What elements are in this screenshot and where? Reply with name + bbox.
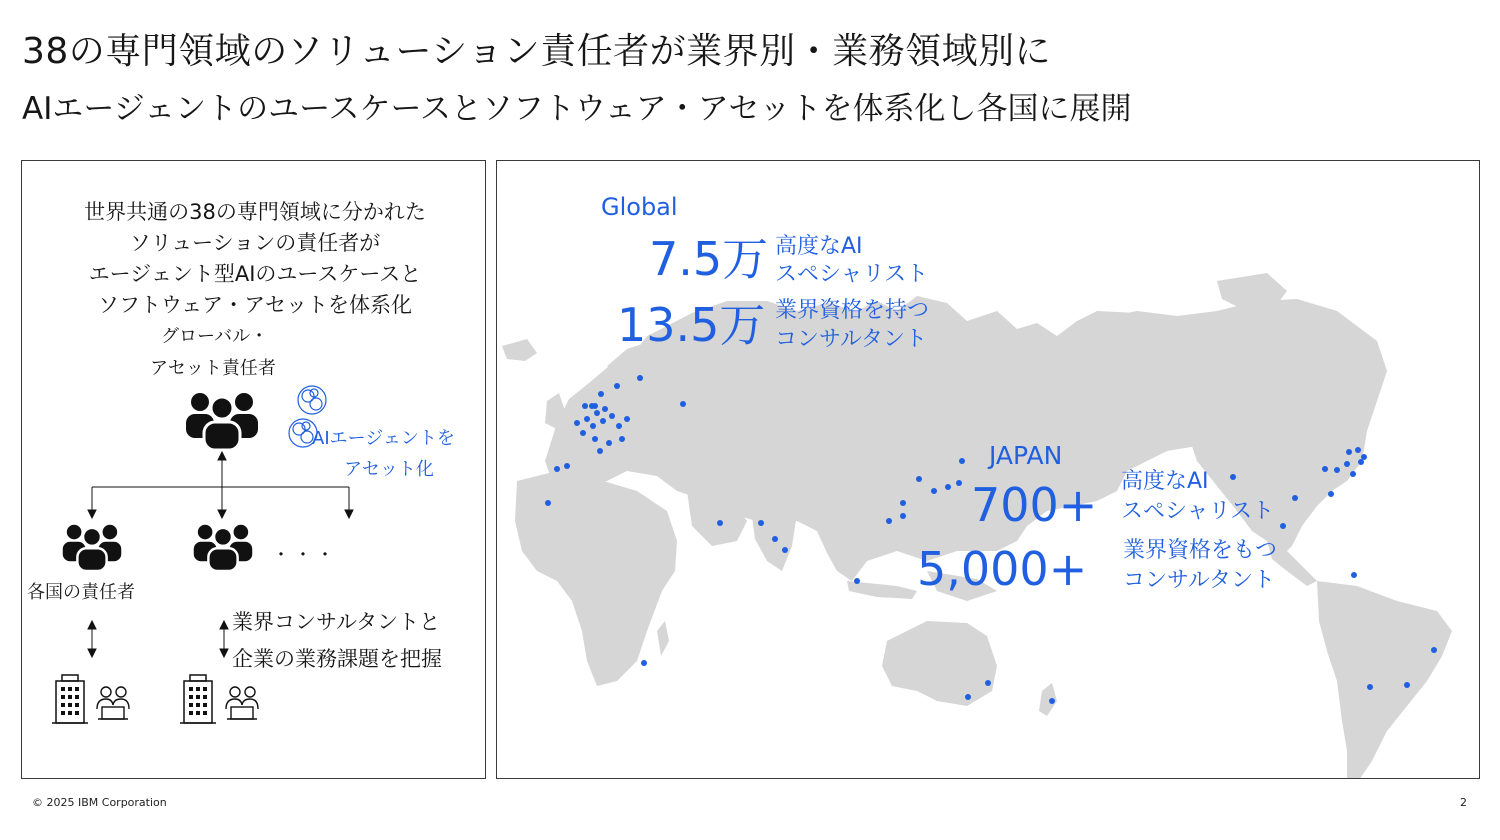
global-ai-value: 7.5万 (649, 232, 769, 286)
world-map-panel (496, 160, 1480, 779)
global-consultant-value: 13.5万 (617, 298, 766, 352)
meeting-icon (223, 685, 261, 723)
ai-agent-label-line1: AIエージェントを (312, 428, 455, 449)
meeting-icon (94, 685, 132, 723)
japan-consultant-value: 5,000+ (917, 542, 1088, 596)
global-owner-label-line2: アセット責任者 (150, 358, 276, 379)
people-group-icon (190, 519, 256, 571)
organization-panel (21, 160, 486, 779)
slide-title-line2: AIエージェントのユースケースとソフトウェア・アセットを体系化し各国に展開 (22, 91, 1132, 127)
description-line: 世界共通の38の専門領域に分かれた (84, 200, 426, 224)
ellipsis: ・・・ (272, 545, 338, 566)
japan-ai-label-line2: スペシャリスト (1121, 499, 1275, 524)
global-consultant-label-line1: 業界資格を持つ (775, 298, 930, 323)
slide-title-line1: 38の専門領域のソリューション責任者が業界別・業務領域別に (22, 31, 1052, 72)
page-number: 2 (1460, 796, 1467, 809)
people-group-icon (59, 519, 125, 571)
description-line: ソフトウェア・アセットを体系化 (98, 293, 412, 317)
japan-consultant-label-line1: 業界資格をもつ (1123, 538, 1278, 563)
global-owner-label-line1: グローバル・ (161, 326, 269, 347)
building-icon (180, 673, 216, 725)
japan-ai-value: 700+ (971, 478, 1098, 532)
consultant-label-line2: 企業の業務課題を把握 (232, 647, 442, 671)
description-line: エージェント型AIのユースケースと (88, 262, 422, 286)
ai-agent-label-line2: アセット化 (344, 459, 434, 480)
building-icon (52, 673, 88, 725)
country-owner-label: 各国の責任者 (27, 582, 135, 603)
global-label: Global (601, 193, 678, 221)
global-ai-label-line2: スペシャリスト (775, 262, 929, 287)
global-ai-label-line1: 高度なAI (775, 234, 863, 259)
consultant-label-line1: 業界コンサルタントと (232, 610, 441, 634)
world-map (497, 161, 1480, 779)
description-line: ソリューションの責任者が (129, 231, 381, 255)
japan-consultant-label-line2: コンサルタント (1123, 568, 1276, 593)
japan-ai-label-line1: 高度なAI (1121, 469, 1209, 494)
global-consultant-label-line2: コンサルタント (775, 327, 928, 352)
copyright: © 2025 IBM Corporation (32, 796, 167, 809)
japan-label: JAPAN (989, 441, 1063, 470)
